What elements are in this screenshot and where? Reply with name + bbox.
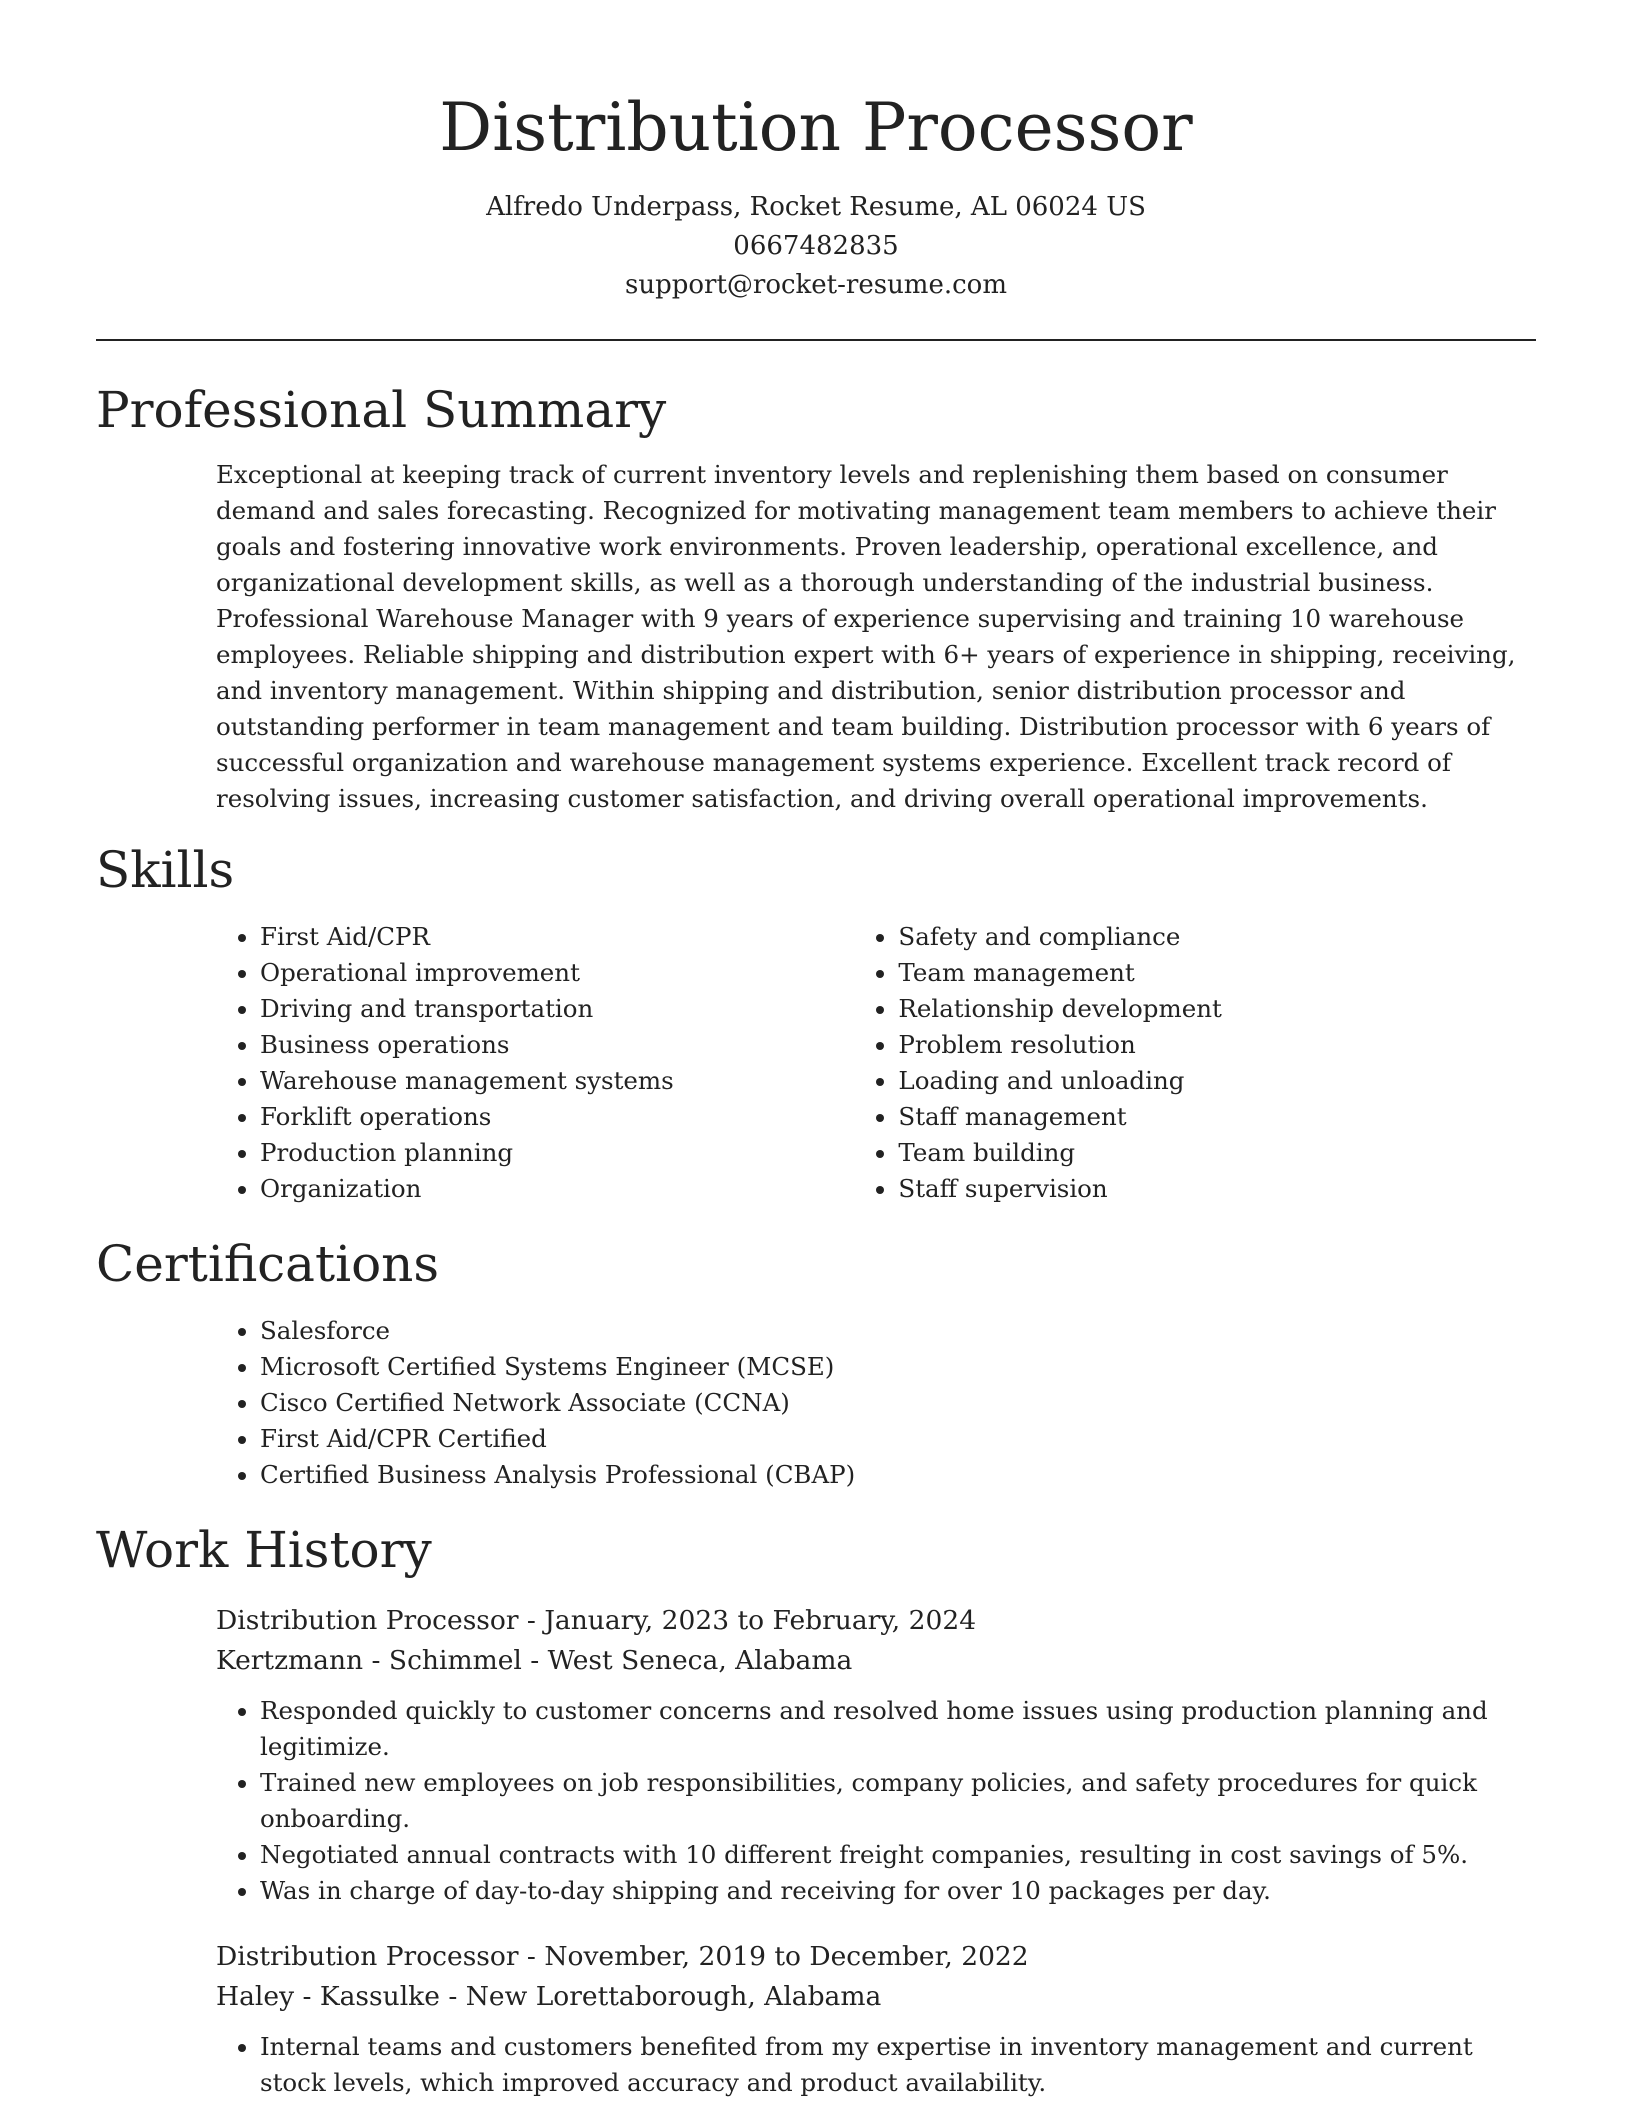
job-employer-location: Kertzmann - Schimmel - West Seneca, Alabama (216, 1645, 853, 1676)
skill-item: • Problem resolution (898, 1027, 1536, 1063)
job-duty-item: • Trained new employees on job responsibilities, company policies, and safety procedures for quick onboarding. (260, 1765, 1536, 1837)
job-duty-item: • Responded quickly to customer concerns and resolved home issues using production planning and legitimize. (260, 1693, 1536, 1765)
skill-item: • Staff management (898, 1099, 1536, 1135)
certifications-heading: Certifications (96, 1235, 440, 1293)
skill-item: • Warehouse management systems (260, 1063, 854, 1099)
certification-item: • Certified Business Analysis Professional (CBAP) (260, 1457, 1536, 1493)
certification-item: • Cisco Certified Network Associate (CCNA) (260, 1385, 1536, 1421)
skill-item: • Organization (260, 1171, 854, 1207)
job-duty-item: • Internal teams and customers benefited from my expertise in inventory management and current stock levels, which improved accuracy and product availability. (260, 2029, 1536, 2101)
skill-item: • Relationship development (898, 991, 1536, 1027)
skills-column-right (854, 919, 1536, 1207)
skill-item: • Production planning (260, 1135, 854, 1171)
skill-item: • Loading and unloading (898, 1063, 1536, 1099)
job-duties-list (216, 2029, 1536, 2101)
skill-item: • Forklift operations (260, 1099, 854, 1135)
resume-header (96, 0, 1536, 305)
header-divider (96, 339, 1536, 341)
skill-item: • Team management (898, 955, 1536, 991)
job-duties-list (216, 1693, 1536, 1909)
work-history-heading: Work History (96, 1521, 432, 1579)
skill-item: • Operational improvement (260, 955, 854, 991)
job-title-dates: Distribution Processor - January, 2023 to February, 2024 (216, 1605, 977, 1636)
job-entry (216, 1601, 1536, 1909)
skills-heading: Skills (96, 841, 235, 899)
certifications-section (96, 1229, 1536, 1493)
summary-section (96, 375, 1536, 817)
skill-item: • Team building (898, 1135, 1536, 1171)
skill-item: • Business operations (260, 1027, 854, 1063)
skill-item: • Driving and transportation (260, 991, 854, 1027)
job-title-dates: Distribution Processor - November, 2019 to December, 2022 (216, 1941, 1029, 1972)
skills-section (96, 835, 1536, 1207)
certification-item: • Microsoft Certified Systems Engineer (MCSE) (260, 1349, 1536, 1385)
job-duty-item: • Negotiated annual contracts with 10 different freight companies, resulting in cost savings of 5%. (260, 1837, 1536, 1873)
skill-item: • Staff supervision (898, 1171, 1536, 1207)
contact-address: Alfredo Underpass, Rocket Resume, AL 06024 US (486, 192, 1146, 222)
skill-item: • Safety and compliance (898, 919, 1536, 955)
job-duty-item: • Was in charge of day-to-day shipping and receiving for over 10 packages per day. (260, 1873, 1536, 1909)
candidate-name: Distribution Processor (439, 89, 1193, 166)
contact-phone: 0667482835 (733, 231, 899, 261)
skill-item: • First Aid/CPR (260, 919, 854, 955)
work-history-section (96, 1515, 1536, 2101)
contact-email[interactable]: support@rocket-resume.com (624, 270, 1007, 300)
skills-grid (216, 919, 1536, 1207)
summary-heading: Professional Summary (96, 381, 667, 439)
summary-text: Exceptional at keeping track of current inventory levels and replenishing them based on consumer demand and sales forecasting. Recognized for motivating management team members to achieve their goals and fostering innovative work environments. Proven leadership, operational excellence, and organizational development skills, as well as a thorough understanding of the industrial business. Professional Warehouse Manager with 9 years of experience supervising and training 10 warehouse employees. Reliable shipping and distribution expert with 6+ years of experience in shipping, receiving, and inventory management. Within shipping and distribution, senior distribution processor and outstanding performer in team management and team building. Distribution processor with 6 years of successful organization and warehouse management systems experience. Excellent track record of resolving issues, increasing customer satisfaction, and driving overall operational improvements. (216, 460, 1516, 813)
certification-item: • First Aid/CPR Certified (260, 1421, 1536, 1457)
certification-item: • Salesforce (260, 1313, 1536, 1349)
job-entry (216, 1937, 1536, 2101)
job-employer-location: Haley - Kassulke - New Lorettaborough, Alabama (216, 1981, 882, 2012)
certifications-list (216, 1313, 1536, 1493)
resume-page (96, 0, 1536, 2101)
skills-column-left (216, 919, 854, 1207)
